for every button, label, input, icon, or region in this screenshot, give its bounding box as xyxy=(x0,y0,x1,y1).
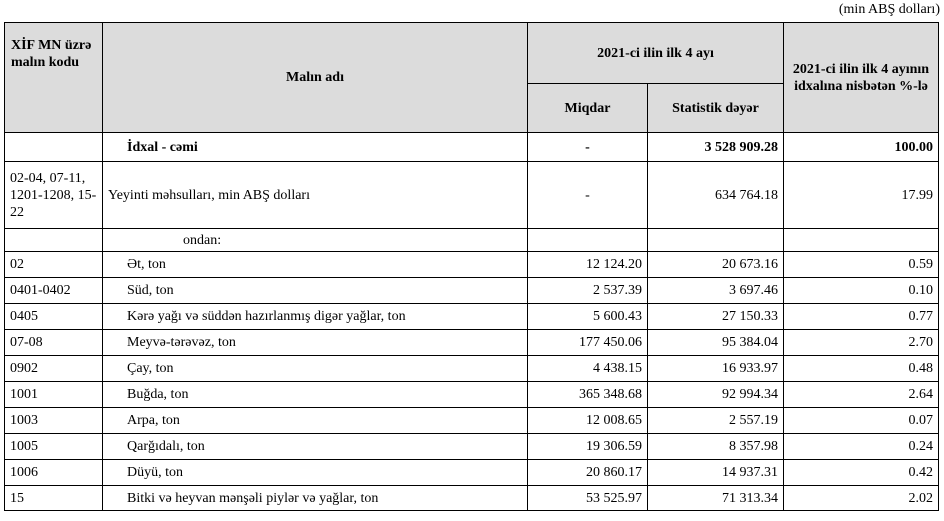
cell-name: Yeyinti məhsulları, min ABŞ dolları xyxy=(103,162,528,229)
table-header xyxy=(5,23,939,133)
cell-share: 0.48 xyxy=(784,356,939,382)
cell-code: 15 xyxy=(5,486,103,511)
cell-share: 2.70 xyxy=(784,330,939,356)
cell-value: 95 384.04 xyxy=(648,330,784,356)
cell-quantity: 53 525.97 xyxy=(528,486,648,511)
cell-code: 1006 xyxy=(5,460,103,486)
cell-code: 0401-0402 xyxy=(5,278,103,304)
cell-name: Qarğıdalı, ton xyxy=(103,434,528,460)
header-period: 2021-ci ilin ilk 4 ayı xyxy=(528,23,784,84)
table-row xyxy=(5,434,939,460)
cell-value: 14 937.31 xyxy=(648,460,784,486)
cell-share: 0.59 xyxy=(784,252,939,278)
cell-value: 3 528 909.28 xyxy=(648,133,784,162)
cell-name: Süd, ton xyxy=(103,278,528,304)
ondan-row xyxy=(5,229,939,252)
cell-value: 16 933.97 xyxy=(648,356,784,382)
cell-quantity: 4 438.15 xyxy=(528,356,648,382)
cell-quantity: 5 600.43 xyxy=(528,304,648,330)
cell-code: 1005 xyxy=(5,434,103,460)
cell-code: 0405 xyxy=(5,304,103,330)
cell-quantity: 19 306.59 xyxy=(528,434,648,460)
cell-share: 2.64 xyxy=(784,382,939,408)
cell-name: İdxal - cəmi xyxy=(103,133,528,162)
header-name: Malın adı xyxy=(103,23,528,133)
cell-value: 20 673.16 xyxy=(648,252,784,278)
cell-value: 71 313.34 xyxy=(648,486,784,511)
header-share: 2021-ci ilin ilk 4 ayının idxalına nisbətən %-lə xyxy=(784,23,939,133)
cell-code xyxy=(5,133,103,162)
cell-quantity: 12 008.65 xyxy=(528,408,648,434)
food-row xyxy=(5,162,939,229)
cell-code: 0902 xyxy=(5,356,103,382)
table-row xyxy=(5,330,939,356)
table-row xyxy=(5,382,939,408)
cell-quantity: 365 348.68 xyxy=(528,382,648,408)
import-table xyxy=(4,22,939,511)
table-row xyxy=(5,356,939,382)
header-quantity: Miqdar xyxy=(528,84,648,133)
table-row xyxy=(5,486,939,511)
cell-share: 0.24 xyxy=(784,434,939,460)
cell-share: 2.02 xyxy=(784,486,939,511)
table-row xyxy=(5,304,939,330)
table-row xyxy=(5,252,939,278)
table-row xyxy=(5,408,939,434)
cell-quantity: - xyxy=(528,133,648,162)
cell-share: 0.77 xyxy=(784,304,939,330)
header-code: XİF MN üzrə malın kodu xyxy=(5,23,103,133)
cell-name: Bitki və heyvan mənşəli piylər və yağlar, ton xyxy=(103,486,528,511)
cell-value: 92 994.34 xyxy=(648,382,784,408)
cell-code: 1003 xyxy=(5,408,103,434)
cell-value: 27 150.33 xyxy=(648,304,784,330)
header-value: Statistik dəyər xyxy=(648,84,784,133)
cell-name: Çay, ton xyxy=(103,356,528,382)
cell-name: Düyü, ton xyxy=(103,460,528,486)
table-body xyxy=(5,133,939,252)
cell-value: 8 357.98 xyxy=(648,434,784,460)
total-row xyxy=(5,133,939,162)
cell-quantity: 20 860.17 xyxy=(528,460,648,486)
cell-name: Buğda, ton xyxy=(103,382,528,408)
cell-quantity: 2 537.39 xyxy=(528,278,648,304)
cell-code: 07-08 xyxy=(5,330,103,356)
cell-quantity: 12 124.20 xyxy=(528,252,648,278)
cell-value: 634 764.18 xyxy=(648,162,784,229)
table-row xyxy=(5,460,939,486)
unit-note: (min ABŞ dolları) xyxy=(838,2,940,17)
cell-share: 0.42 xyxy=(784,460,939,486)
cell-share: 0.07 xyxy=(784,408,939,434)
cell-value: 2 557.19 xyxy=(648,408,784,434)
cell-code: 1001 xyxy=(5,382,103,408)
cell-share: 17.99 xyxy=(784,162,939,229)
cell-name: Arpa, ton xyxy=(103,408,528,434)
cell-share: 100.00 xyxy=(784,133,939,162)
cell-code: 02-04, 07-11, 1201-1208, 15-22 xyxy=(5,162,103,229)
cell-name: Meyvə-tərəvəz, ton xyxy=(103,330,528,356)
item-rows xyxy=(5,252,939,511)
cell-quantity: 177 450.06 xyxy=(528,330,648,356)
cell-name: Ət, ton xyxy=(103,252,528,278)
cell-share: 0.10 xyxy=(784,278,939,304)
ondan-label: ondan: xyxy=(103,229,528,252)
table-row xyxy=(5,278,939,304)
cell-quantity: - xyxy=(528,162,648,229)
cell-value: 3 697.46 xyxy=(648,278,784,304)
cell-name: Kərə yağı və süddən hazırlanmış digər yağlar, ton xyxy=(103,304,528,330)
cell-code: 02 xyxy=(5,252,103,278)
